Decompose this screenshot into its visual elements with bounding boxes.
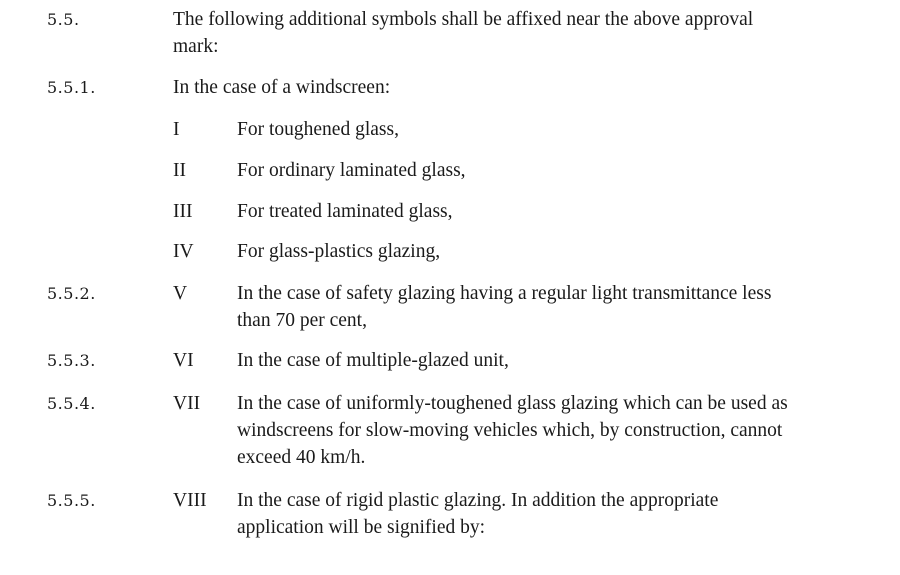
section-5-5-4-number: 5.5.4.: [47, 394, 96, 413]
section-5-5-5-number: 5.5.5.: [47, 491, 96, 510]
section-5-5-3-number: 5.5.3.: [47, 351, 96, 370]
symbol-viii-roman: VIII: [173, 490, 207, 511]
symbol-vi-text: In the case of multiple-glazed unit,: [237, 350, 509, 371]
section-5-5-number: 5.5.: [47, 10, 80, 29]
symbol-iv-roman: IV: [173, 241, 194, 262]
symbol-vii-roman: VII: [173, 393, 201, 414]
section-5-5-2-number: 5.5.2.: [47, 284, 96, 303]
symbol-i-text: For toughened glass,: [237, 119, 399, 140]
symbol-vii-text-line-1: In the case of uniformly-toughened glass glazing which can be used as: [237, 393, 788, 414]
symbol-viii-text-line-2: application will be signified by:: [237, 517, 486, 538]
symbol-iv-text: For glass-plastics glazing,: [237, 241, 441, 262]
symbol-vii-text-line-2: windscreens for slow-moving vehicles which, by construction, cannot: [237, 420, 783, 441]
section-5-5-text-line-2: mark:: [173, 36, 219, 57]
symbol-vi-roman: VI: [173, 350, 194, 371]
symbol-v-roman: V: [173, 283, 188, 304]
section-5-5-text-line-1: The following additional symbols shall be affixed near the above approval: [173, 9, 754, 30]
symbol-iii-text: For treated laminated glass,: [237, 201, 453, 222]
symbol-i-roman: I: [173, 119, 180, 140]
symbol-iii-roman: III: [173, 201, 193, 222]
symbol-vii-text-line-3: exceed 40 km/h.: [237, 447, 366, 468]
symbol-v-text-line-2: than 70 per cent,: [237, 310, 367, 331]
section-5-5-1-text: In the case of a windscreen:: [173, 77, 391, 98]
symbol-viii-text-line-1: In the case of rigid plastic glazing. In addition the appropriate: [237, 490, 719, 511]
symbol-v-text-line-1: In the case of safety glazing having a regular light transmittance less: [237, 283, 772, 304]
section-5-5-1-number: 5.5.1.: [47, 78, 96, 97]
symbol-ii-text: For ordinary laminated glass,: [237, 160, 466, 181]
symbol-ii-roman: II: [173, 160, 186, 181]
